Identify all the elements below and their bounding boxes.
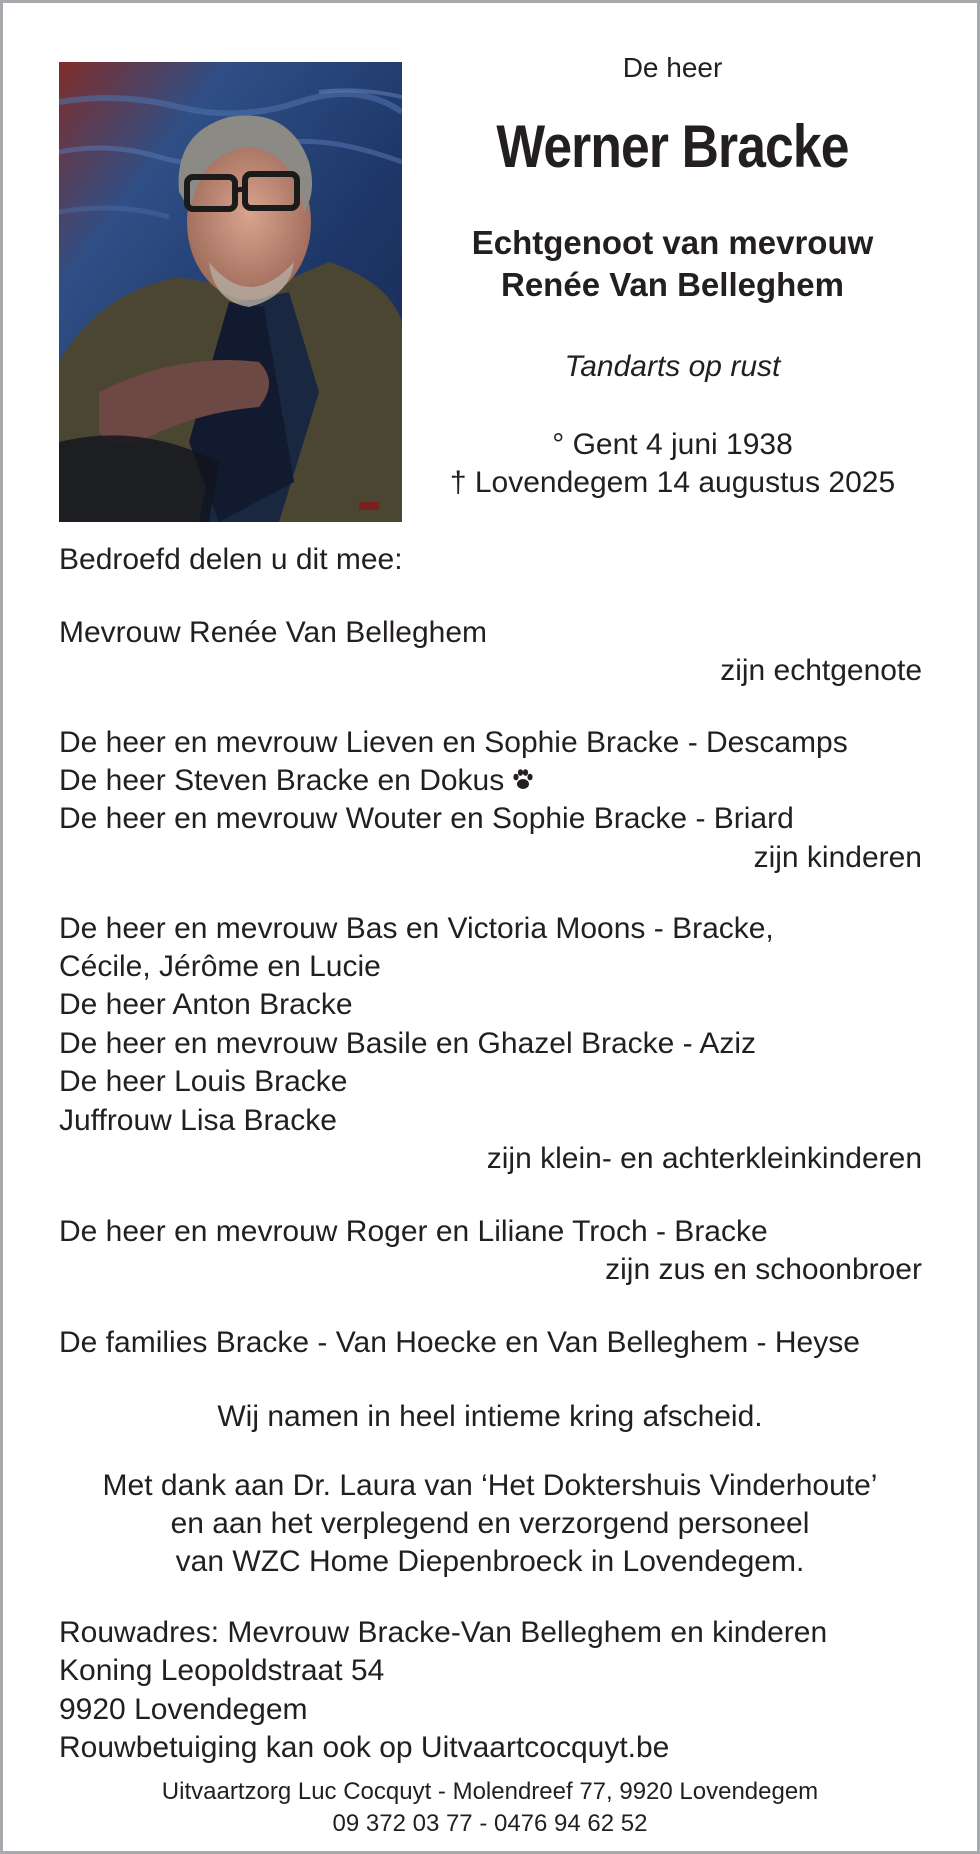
sibling-relation: zijn zus en schoonbroer [605, 1253, 922, 1286]
grandchildren-relation: zijn klein- en achterkleinkinderen [486, 1142, 922, 1175]
funeral-home-phone: 09 372 03 77 - 0476 94 62 52 [332, 1810, 648, 1837]
thanks-line: van WZC Home Diepenbroeck in Lovendegem. [175, 1545, 805, 1578]
address-line: Rouwbetuiging kan ook op Uitvaartcocquyt.be [59, 1731, 670, 1764]
spouse-relation: zijn echtgenote [720, 654, 922, 687]
grandchild-name: Juffrouw Lisa Bracke [59, 1104, 337, 1137]
deceased-name: Werner Bracke [496, 113, 849, 180]
spouse-line-1: Echtgenoot van mevrouw [471, 224, 874, 261]
spouse-name: Mevrouw Renée Van Belleghem [59, 616, 488, 649]
grandchild-name: De heer en mevrouw Basile en Ghazel Bracke - Aziz [59, 1027, 756, 1060]
child-name-text: De heer Steven Bracke en Dokus [59, 764, 505, 797]
child-name: De heer en mevrouw Wouter en Sophie Bracke - Briard [59, 802, 794, 835]
grandchild-name: Cécile, Jérôme en Lucie [59, 950, 381, 983]
death-date: † Lovendegem 14 augustus 2025 [449, 466, 896, 499]
grandchild-name: De heer Louis Bracke [59, 1065, 348, 1098]
grandchild-name: De heer en mevrouw Bas en Victoria Moons - Bracke, [59, 912, 774, 945]
spouse-line-2: Renée Van Belleghem [501, 266, 844, 303]
birth-date: ° Gent 4 juni 1938 [552, 428, 793, 461]
farewell-text: Wij namen in heel intieme kring afscheid. [217, 1400, 763, 1433]
child-name: De heer en mevrouw Lieven en Sophie Bracke - Descamps [59, 726, 848, 759]
address-line: 9920 Lovendegem [59, 1693, 308, 1726]
address-line: Koning Leopoldstraat 54 [59, 1654, 385, 1687]
paw-icon [510, 767, 536, 801]
grandchild-name: De heer Anton Bracke [59, 988, 353, 1021]
intro-text: Bedroefd delen u dit mee: [59, 543, 403, 576]
thanks-line: en aan het verplegend en verzorgend personeel [170, 1507, 810, 1540]
funeral-home-line: Uitvaartzorg Luc Cocquyt - Molendreef 77, 9920 Lovendegem [161, 1778, 819, 1805]
sibling-name: De heer en mevrouw Roger en Liliane Troch - Bracke [59, 1215, 768, 1248]
portrait-photo [59, 62, 402, 522]
children-relation: zijn kinderen [753, 841, 922, 874]
child-name [59, 764, 536, 801]
address-line: Rouwadres: Mevrouw Bracke-Van Belleghem en kinderen [59, 1616, 828, 1649]
families-line: De families Bracke - Van Hoecke en Van Belleghem - Heyse [59, 1326, 860, 1359]
profession: Tandarts op rust [564, 350, 781, 383]
salutation: De heer [622, 52, 723, 83]
thanks-line: Met dank aan Dr. Laura van ‘Het Doktershuis Vinderhoute’ [102, 1469, 878, 1502]
